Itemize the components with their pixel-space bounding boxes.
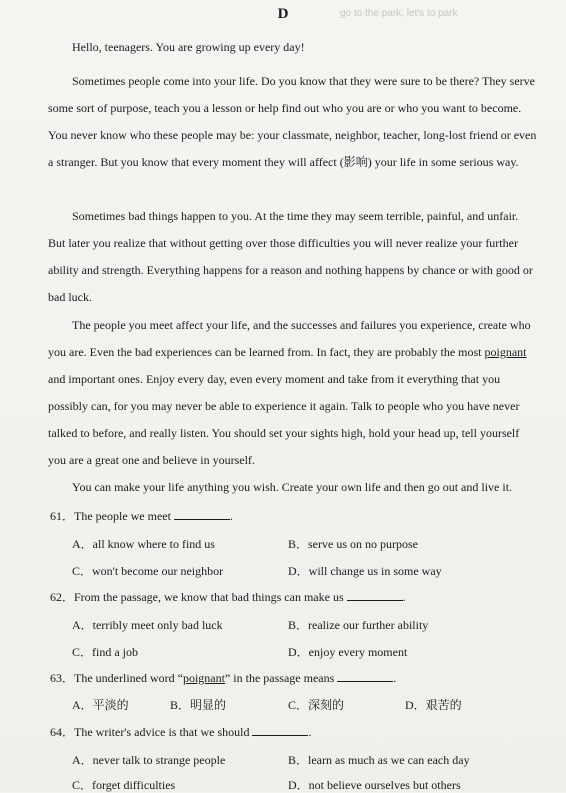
question-stem: 62．From the passage, we know that bad things can make us	[50, 590, 344, 604]
option-64-d[interactable]: D．not believe ourselves but others	[288, 778, 461, 792]
option-61-a[interactable]: A．all know where to find us	[72, 537, 215, 551]
paragraph-text-b: and important ones. Enjoy every day, even every moment and take from it everything that you possibly can, for you may never be able to experience it again. Talk to people who you have never talked to before, and really listen. You should set your sights high, hold your head up, tell yourself you are a great one and believe in yourself.	[48, 372, 520, 467]
question-stem: 64．The writer's advice is that we should	[50, 725, 250, 739]
question-end: .	[393, 671, 397, 685]
paragraph-text-a: The people you meet affect your life, and the successes and failures you experience, create who you are. Even the bad experiences can be learned from. In fact, they are probably the most	[48, 318, 531, 359]
underlined-word: poignant	[182, 671, 225, 685]
question-end: .	[402, 590, 406, 604]
option-63-a[interactable]: A．平淡的	[72, 698, 129, 712]
option-62-c[interactable]: C．find a job	[72, 645, 138, 659]
option-64-a[interactable]: A．never talk to strange people	[72, 753, 226, 767]
answer-blank[interactable]	[337, 670, 393, 682]
question-61	[50, 507, 233, 524]
option-62-a[interactable]: A．terribly meet only bad luck	[72, 618, 223, 632]
answer-blank[interactable]	[347, 589, 403, 601]
option-61-d[interactable]: D．will change us in some way	[288, 564, 442, 578]
question-end: .	[229, 509, 233, 523]
section-letter: D	[277, 6, 289, 22]
paragraph-experiences	[48, 312, 538, 474]
option-61-c[interactable]: C．won't become our neighbor	[72, 564, 224, 578]
option-64-c[interactable]: C．forget difficulties	[72, 778, 176, 792]
option-62-b[interactable]: B．realize our further ability	[288, 618, 429, 632]
bleed-through-text: go to the park, let's to park	[340, 8, 458, 19]
option-63-b[interactable]: B．明显的	[170, 698, 227, 712]
answer-blank[interactable]	[174, 508, 230, 520]
paragraph-people: Sometimes people come into your life. Do you know that they were sure to be there? They serve some sort of purpose, teach you a lesson or help find out who you are or who you want to become. You never know who these people may be: your classmate, neighbor, teacher, long-lost friend or even a stranger. But you know that every moment they will affect (影响) your life in some serious way.	[48, 74, 537, 169]
answer-blank[interactable]	[252, 724, 308, 736]
question-stem-b: ” in the passage means	[224, 671, 335, 685]
question-stem-a: 63．The underlined word “	[50, 671, 183, 685]
question-63	[50, 669, 396, 686]
option-63-d[interactable]: D．艰苦的	[405, 698, 462, 712]
paragraph-bad-things: Sometimes bad things happen to you. At the time they may seem terrible, painful, and unfair. But later you realize that without getting over those difficulties you will never realize your further ability and strength. Everything happens for a reason and nothing happens by chance or with good or bad luck.	[48, 209, 533, 304]
paragraph-greeting: Hello, teenagers. You are growing up every day!	[72, 40, 305, 54]
question-62	[50, 588, 406, 605]
option-62-d[interactable]: D．enjoy every moment	[288, 645, 408, 659]
option-63-c[interactable]: C．深刻的	[288, 698, 345, 712]
question-end: .	[308, 725, 312, 739]
option-61-b[interactable]: B．serve us on no purpose	[288, 537, 418, 551]
question-stem: 61．The people we meet	[50, 509, 171, 523]
underlined-word: poignant	[484, 345, 527, 359]
option-64-b[interactable]: B．learn as much as we can each day	[288, 753, 470, 767]
paragraph-conclusion: You can make your life anything you wish. Create your own life and then go out and live it.	[72, 480, 513, 494]
question-64	[50, 723, 311, 740]
